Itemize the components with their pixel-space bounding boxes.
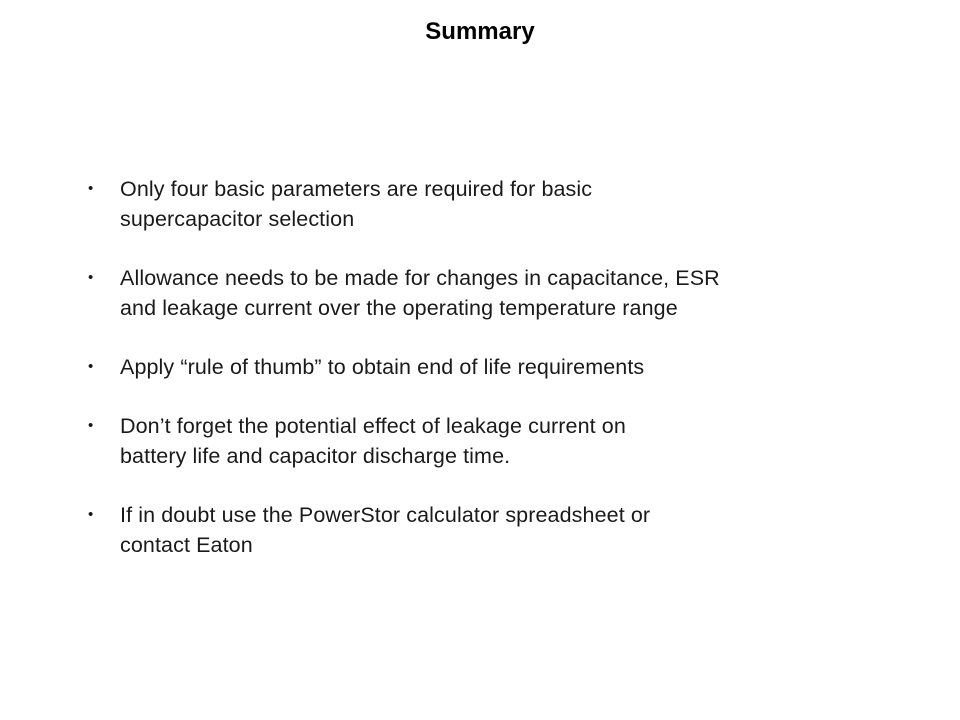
bullet-icon: • [88,180,94,197]
bullet-text-line: contact Eaton [120,533,253,557]
bullet-icon: • [88,269,94,286]
bullet-text-line: supercapacitor selection [120,207,355,231]
bullet-item-allowance [88,263,888,323]
bullet-text-line: Apply “rule of thumb” to obtain end of life requirements [120,355,645,379]
bullet-list [88,174,888,589]
bullet-text-line: Only four basic parameters are required for basic [120,177,593,201]
bullet-text-line: and leakage current over the operating temperature range [120,296,678,320]
bullet-text-line: battery life and capacitor discharge time. [120,444,511,468]
bullet-text-line: Don’t forget the potential effect of leakage current on [120,414,626,438]
bullet-icon: • [88,358,94,375]
bullet-item-leakage [88,411,888,471]
bullet-text-line: If in doubt use the PowerStor calculator spreadsheet or [120,503,651,527]
slide-title: Summary [425,18,535,45]
bullet-item-rule-of-thumb [88,352,888,382]
bullet-icon: • [88,506,94,523]
bullet-text-line: Allowance needs to be made for changes in capacitance, ESR [120,266,720,290]
bullet-item-calculator [88,500,888,560]
bullet-item-parameters [88,174,888,234]
bullet-icon: • [88,417,94,434]
